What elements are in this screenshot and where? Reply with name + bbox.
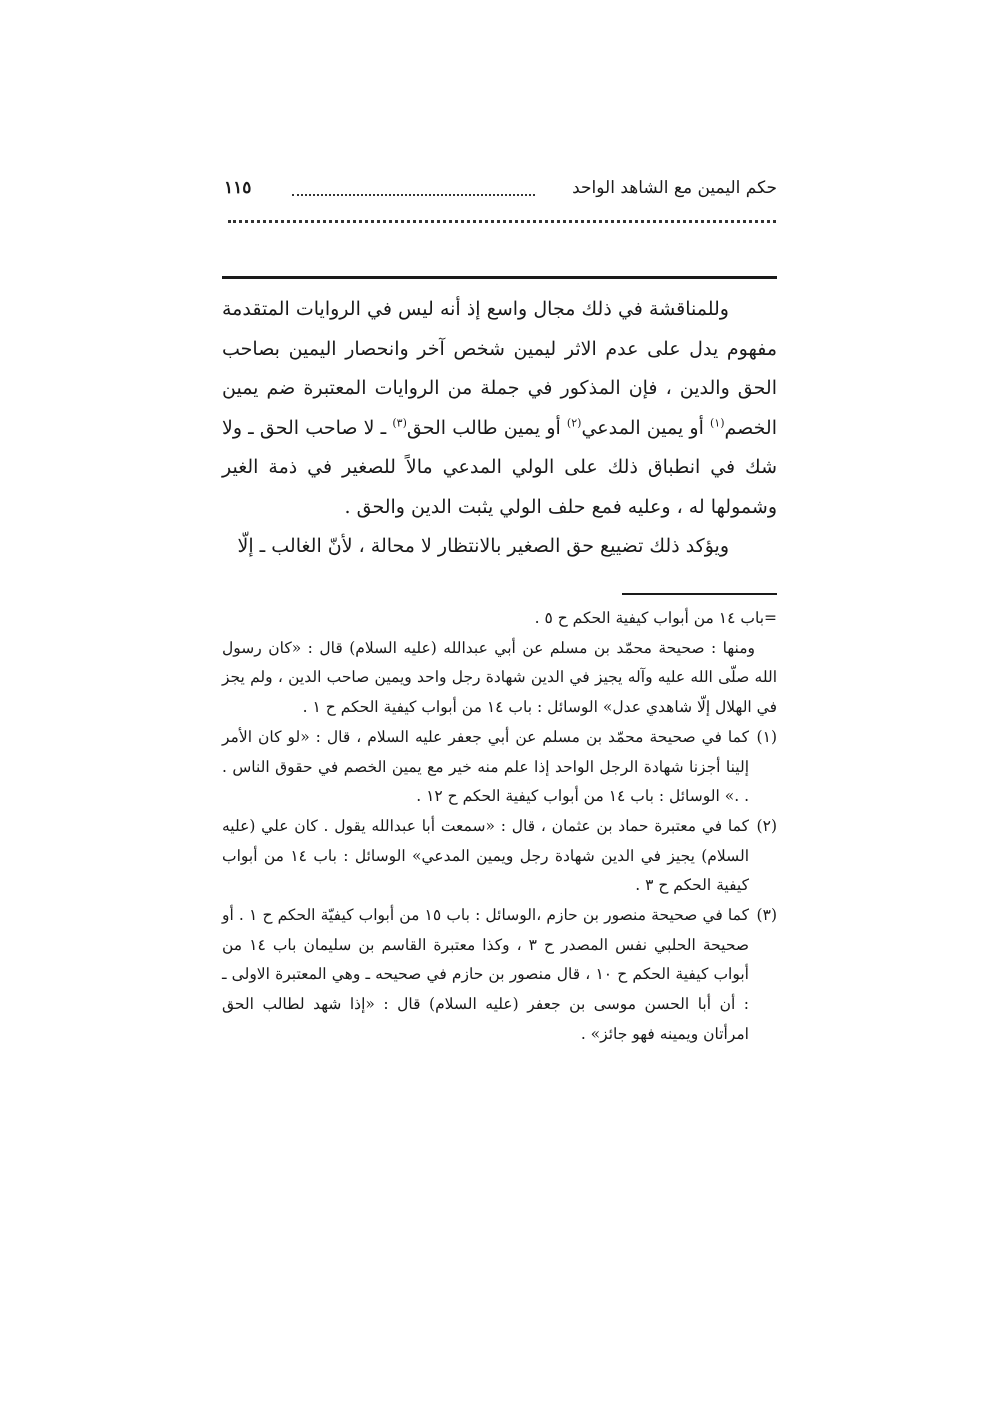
footnote-number: (٢) xyxy=(756,816,777,835)
header-leader-dots xyxy=(292,176,535,196)
footnote-ref-3[interactable]: (٣) xyxy=(392,416,407,430)
page-number: ١١٥ xyxy=(224,178,252,198)
footnote-ref-2[interactable]: (٢) xyxy=(566,416,582,430)
footnote-2: (٢) كما في معتبرة حماد بن عثمان ، قال : «سمعت أبا عبدالله يقول . كان علي (عليه السلام) يجيز في الدين شهادة رجل ويمين المدعي» الوسائل : باب ١٤ من أبواب كيفية الحكم ح ٣ . xyxy=(222,812,777,901)
paragraph-1: وللمناقشة في ذلك مجال واسع إذ أنه ليس في الروايات المتقدمة مفهوم يدل على عدم الاثر ليمين شخص آخر وانحصار اليمين بصاحب الحق والدين ، فإن المذكور في جملة من الروايات المعتبرة ضم يمين الخصم$^{(١)}$ أو يمين المدعي$^{(٢)}$ أو يمين طالب الحق$^{(٣)}$ ـ لا صاحب الحق ـ ولا شك في انطباق ذلك على الولي المدعي مالاً للصغير في ذمة الغير وشمولها له ، وعليه فمع حلف الولي يثبت الدين والحق . xyxy=(222,298,777,518)
footnote-extra: ومنها : صحيحة محمّد بن مسلم عن أبي عبدالله (عليه السلام) قال : «كان رسول الله صلّى الله عليه وآله يجيز في الدين شهادة رجل واحد ويمين صاحب الدين ، ولم يجز في الهلال إلّا شاهدي عدل» الوسائل : باب ١٤ من أبواب كيفية الحكم ح ١ . xyxy=(222,638,777,717)
footnotes xyxy=(222,604,777,1050)
footnote-1: (١) كما في صحيحة محمّد بن مسلم عن أبي جعفر عليه السلام ، قال : «لو كان الأمر إلينا أجزنا شهادة الرجل الواحد إذا علم منه خير مع يمين الخصم في حقوق الناس . . .» الوسائل : باب ١٤ من أبواب كيفية الحكم ح ١٢ . xyxy=(222,723,777,812)
main-text xyxy=(222,290,777,567)
footnote-continuation: =باب ١٤ من أبواب كيفية الحكم ح ٥ . xyxy=(534,609,777,627)
header-rule xyxy=(222,276,777,279)
paragraph-2: ويؤكد ذلك تضييع حق الصغير بالانتظار لا محالة ، لأنّ الغالب ـ إلّا xyxy=(237,535,729,557)
footnote-number: (١) xyxy=(756,727,777,746)
footnote-3: (٣) كما في صحيحة منصور بن حازم ،الوسائل : باب ١٥ من أبواب كيفيّة الحكم ح ١ . أو صحيحة الحلبي نفس المصدر ح ٣ ، وكذا معتبرة القاسم بن سليمان باب ١٤ من أبواب كيفية الحكم ح ١٠ ، قال منصور بن حازم في صحيحه ـ وهي المعتبرة الاولى ـ : أن أبا الحسن موسى بن جعفر (عليه السلام) قال : «إذا شهد لطالب الحق امرأتان ويمينه فهو جائز» . xyxy=(222,901,777,1050)
chapter-title: حكم اليمين مع الشاهد الواحد xyxy=(572,178,777,198)
running-header xyxy=(222,170,777,206)
dotted-divider xyxy=(228,220,776,223)
footnote-number: (٣) xyxy=(756,906,777,925)
footnote-ref-1[interactable]: (١) xyxy=(710,416,725,430)
footnote-rule xyxy=(622,593,777,595)
